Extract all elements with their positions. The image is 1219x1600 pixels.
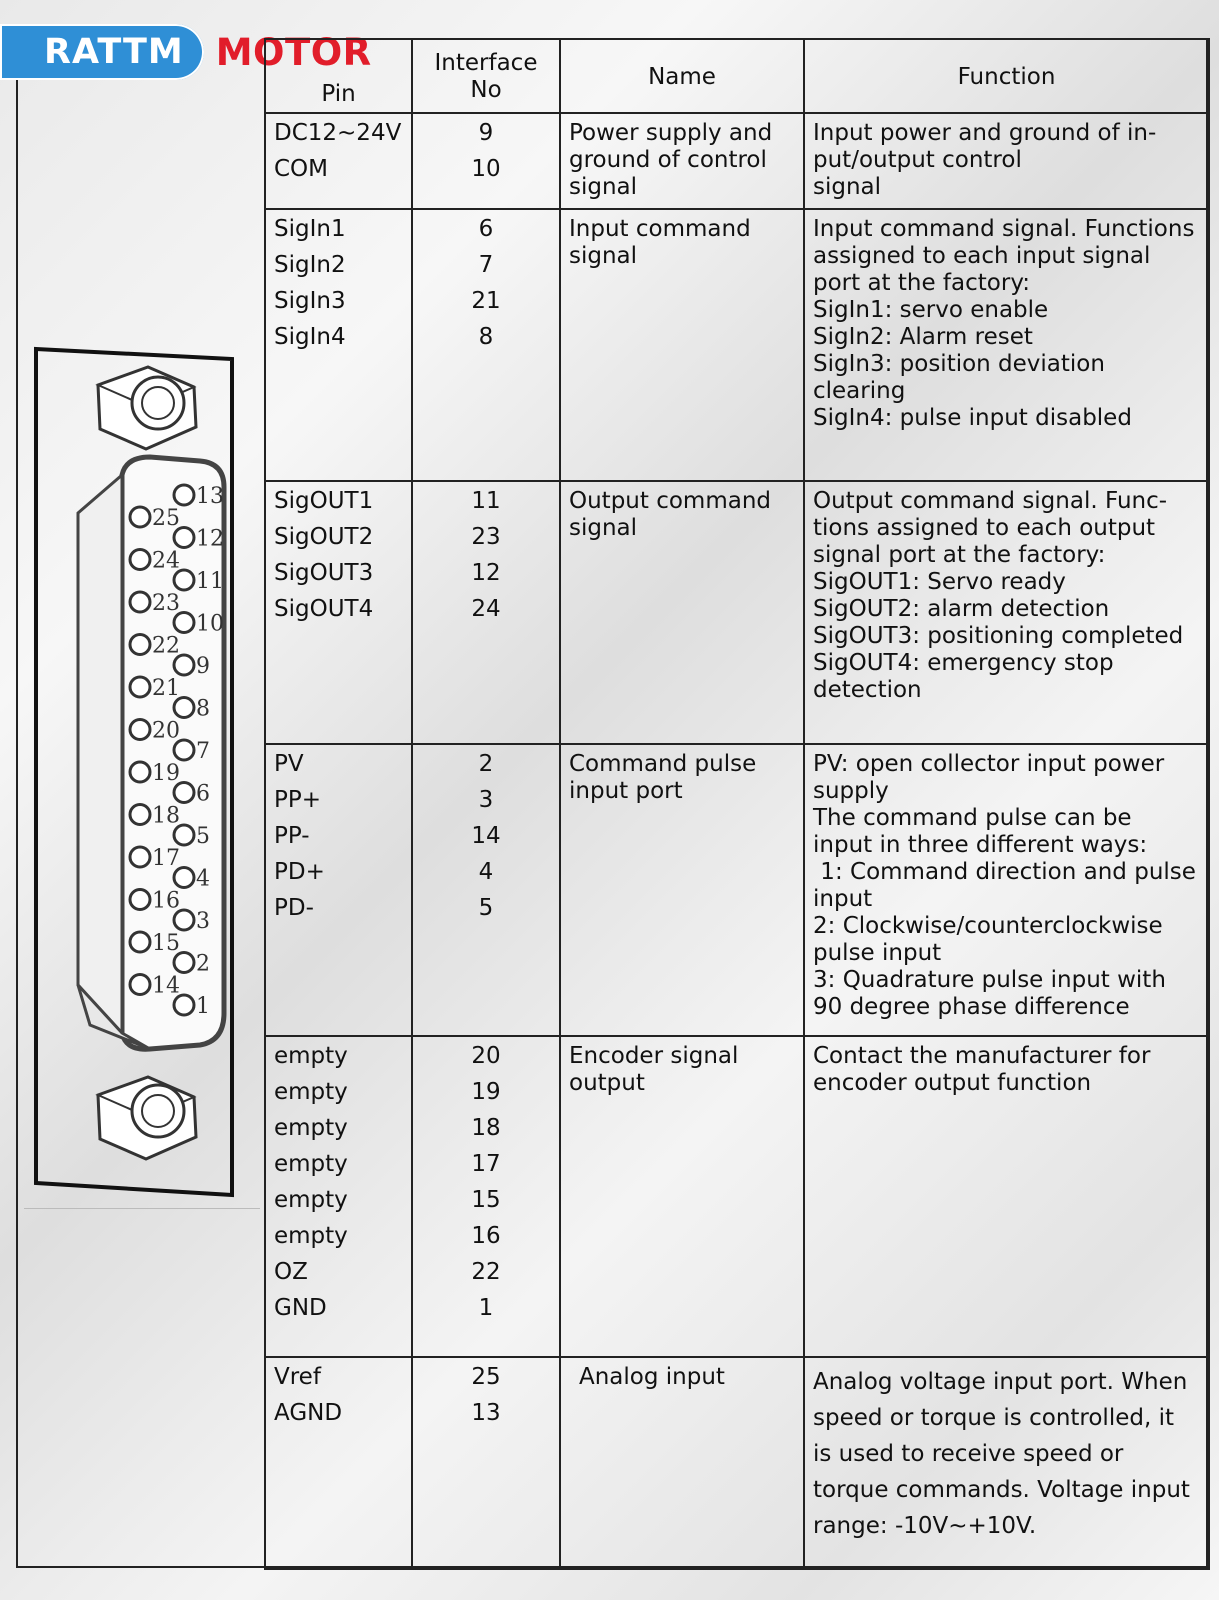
function-line: is used to receive speed or [813, 1440, 1124, 1467]
interface-number: 20 [471, 1043, 501, 1069]
connector-pin-number: 15 [152, 931, 180, 956]
header-function: Function [804, 39, 1209, 113]
table-row [265, 1036, 1209, 1357]
signal-name-cell [560, 209, 804, 481]
function-line: Input command signal. Functions [813, 215, 1195, 242]
bottom-screw-icon [98, 1077, 196, 1159]
connector-pin-number: 16 [152, 888, 180, 914]
pin-cell [265, 113, 412, 209]
pin-label: SigIn3 [274, 287, 346, 314]
function-line: SigIn4: pulse input disabled [813, 404, 1132, 431]
function-line: SigOUT2: alarm detection [813, 595, 1110, 622]
connector-pin-hole [130, 720, 150, 740]
table-row [265, 744, 1209, 1036]
connector-pin-number: 19 [152, 761, 180, 786]
function-line: put/output control [813, 147, 1022, 173]
pin-label: PP- [274, 822, 310, 849]
connector-pin-hole [130, 805, 150, 825]
pin-label: SigOUT2 [274, 523, 374, 550]
connector-pin-number: 2 [196, 951, 210, 977]
function-line: SigOUT1: Servo ready [813, 568, 1066, 595]
pin-label: DC12~24V [274, 120, 402, 146]
function-line: 2: Clockwise/counterclockwise [813, 912, 1163, 939]
function-line: encoder output function [813, 1070, 1092, 1096]
function-line: supply [813, 777, 889, 804]
pin-definition-table [264, 38, 1210, 1570]
interface-number: 22 [471, 1259, 501, 1285]
connector-pin-number: 8 [196, 696, 210, 722]
function-line: torque commands. Voltage input [813, 1476, 1190, 1503]
function-line: assigned to each input signal [813, 242, 1151, 269]
interface-number: 4 [478, 858, 494, 885]
signal-name: Analog input [579, 1363, 725, 1390]
connector-pin-hole [130, 635, 150, 655]
connector-pin-hole [174, 485, 194, 505]
table-row [265, 113, 1209, 209]
pin-label: GND [274, 1295, 327, 1321]
connector-pin-number: 3 [196, 909, 210, 934]
function-cell [804, 1036, 1209, 1357]
pin-label: PP+ [274, 786, 322, 813]
signal-name-cell [560, 1357, 804, 1569]
function-line: input [813, 885, 873, 912]
function-line: clearing [813, 377, 906, 404]
interface-no-cell [412, 113, 560, 209]
function-line: 1: Command direction and pulse [813, 858, 1196, 885]
pin-label: AGND [274, 1399, 343, 1426]
interface-number: 25 [471, 1363, 501, 1390]
header-interface-no: Interface No [412, 39, 560, 113]
connector-pin-number: 18 [152, 803, 180, 829]
connector-pin-hole [130, 847, 150, 867]
connector-pin-number: 5 [196, 824, 210, 849]
pin-label: Vref [274, 1363, 321, 1390]
function-line: SigIn3: position deviation [813, 350, 1105, 377]
pin-label: SigOUT4 [274, 595, 374, 622]
signal-name: Output command signal [569, 487, 772, 541]
interface-number: 19 [471, 1079, 501, 1105]
function-line: SigOUT4: emergency stop [813, 649, 1114, 676]
interface-no-cell [412, 1036, 560, 1357]
signal-name: Command pulse input port [569, 750, 757, 804]
header-pin: Pin [265, 39, 412, 113]
interface-number: 8 [478, 323, 494, 350]
function-line: range: -10V~+10V. [813, 1512, 1037, 1539]
signal-name-cell [560, 481, 804, 744]
interface-number: 9 [478, 120, 494, 146]
connector-pin-hole [130, 677, 150, 697]
interface-no-cell [412, 209, 560, 481]
pin-cell [265, 209, 412, 481]
function-line: detection [813, 676, 922, 703]
pin-label: SigIn2 [274, 251, 346, 278]
interface-number: 21 [471, 287, 501, 314]
interface-no-cell [412, 744, 560, 1036]
table-row [265, 1357, 1209, 1569]
signal-name: Power supply and ground of control signal [569, 120, 773, 200]
interface-number: 10 [471, 156, 501, 182]
pin-cell [265, 1036, 412, 1357]
connector-pin-hole [130, 890, 150, 910]
function-line: 90 degree phase difference [813, 993, 1130, 1020]
interface-number: 18 [471, 1115, 501, 1141]
connector-pin-number: 21 [152, 676, 180, 701]
connector-pin-hole [130, 550, 150, 570]
connector-pin-number: 11 [196, 569, 224, 594]
connector-pin-hole [130, 592, 150, 612]
interface-no-cell [412, 481, 560, 744]
interface-number: 3 [478, 786, 494, 813]
function-line: Contact the manufacturer for [813, 1043, 1151, 1069]
function-cell [804, 744, 1209, 1036]
pin-label: SigIn1 [274, 215, 346, 242]
connector-pin-number: 23 [152, 591, 180, 616]
interface-number: 5 [478, 894, 494, 921]
connector-pin-number: 9 [196, 654, 210, 679]
pin-label: PD- [274, 894, 314, 921]
pin-label: empty [274, 1187, 348, 1213]
interface-number: 24 [471, 595, 501, 622]
connector-pin-number: 14 [152, 973, 180, 999]
pin-label: empty [274, 1223, 348, 1249]
interface-number: 7 [478, 251, 494, 278]
function-line: SigIn1: servo enable [813, 296, 1049, 323]
interface-number: 16 [471, 1223, 501, 1249]
divider-line [24, 1208, 260, 1209]
connector-pin-number: 24 [152, 548, 180, 574]
db25-connector-diagram [30, 345, 240, 1205]
table-header-row [265, 39, 1209, 113]
pin-cell [265, 744, 412, 1036]
function-line: The command pulse can be [813, 804, 1132, 831]
signal-name: Input command signal [569, 215, 751, 269]
connector-pin-number: 4 [196, 866, 210, 892]
pin-label: PV [274, 750, 304, 777]
connector-pin-hole [130, 507, 150, 527]
interface-number: 11 [471, 487, 501, 514]
connector-pin-hole [130, 975, 150, 995]
function-cell [804, 113, 1209, 209]
pin-label: PD+ [274, 858, 325, 885]
interface-number: 6 [478, 215, 494, 242]
pin-label: SigOUT1 [274, 487, 374, 514]
connector-pin-number: 1 [196, 994, 210, 1019]
interface-number: 13 [471, 1399, 501, 1426]
signal-name-cell [560, 113, 804, 209]
interface-number: 15 [471, 1187, 501, 1213]
table-row [265, 209, 1209, 481]
pin-label: SigIn4 [274, 323, 346, 350]
interface-number: 17 [471, 1151, 501, 1177]
table-row [265, 481, 1209, 744]
pin-label: empty [274, 1115, 348, 1141]
function-line: Input power and ground of in- [813, 120, 1157, 146]
function-line: signal port at the factory: [813, 541, 1106, 568]
pin-label: empty [274, 1079, 348, 1105]
pin-cell [265, 481, 412, 744]
pin-label: empty [274, 1151, 348, 1177]
connector-pin-number: 12 [196, 526, 224, 552]
interface-number: 1 [478, 1295, 494, 1321]
interface-number: 2 [478, 750, 494, 777]
connector-pin-number: 20 [152, 718, 180, 744]
function-cell [804, 209, 1209, 481]
interface-number: 12 [471, 559, 501, 586]
connector-pin-hole [130, 932, 150, 952]
connector-pin-number: 6 [196, 781, 210, 807]
function-line: signal [813, 174, 882, 200]
function-line: SigIn2: Alarm reset [813, 323, 1033, 350]
top-screw-icon [98, 367, 196, 449]
function-line: input in three different ways: [813, 831, 1148, 858]
interface-no-cell [412, 1357, 560, 1569]
connector-pin-number: 10 [196, 611, 224, 637]
connector-pin-number: 17 [152, 846, 180, 871]
pin-label: SigOUT3 [274, 559, 374, 586]
brand-name-left: RATTM [0, 24, 204, 80]
function-cell [804, 481, 1209, 744]
signal-name-cell [560, 1036, 804, 1357]
connector-pin-number: 25 [152, 506, 180, 531]
interface-number: 14 [471, 822, 501, 849]
pin-label: COM [274, 156, 329, 182]
connector-pin-number: 22 [152, 633, 180, 659]
function-line: speed or torque is controlled, it [813, 1404, 1174, 1431]
function-line: PV: open collector input power [813, 750, 1165, 777]
function-line: Output command signal. Func- [813, 487, 1168, 514]
function-line: port at the factory: [813, 269, 1031, 296]
pin-label: empty [274, 1043, 348, 1069]
function-line: Analog voltage input port. When [813, 1368, 1188, 1395]
function-line: 3: Quadrature pulse input with [813, 966, 1166, 993]
interface-number: 23 [471, 523, 501, 550]
function-line: tions assigned to each output [813, 514, 1156, 541]
brand-name-right: MOTOR [215, 30, 372, 74]
function-line: SigOUT3: positioning completed [813, 622, 1184, 649]
header-name: Name [560, 39, 804, 113]
pin-label: OZ [274, 1259, 308, 1285]
connector-pin-number: 13 [196, 484, 224, 509]
connector-pin-number: 7 [196, 739, 210, 764]
signal-name-cell [560, 744, 804, 1036]
function-line: pulse input [813, 939, 942, 966]
signal-name: Encoder signal output [569, 1043, 739, 1096]
function-cell [804, 1357, 1209, 1569]
connector-pin-hole [130, 762, 150, 782]
pin-cell [265, 1357, 412, 1569]
